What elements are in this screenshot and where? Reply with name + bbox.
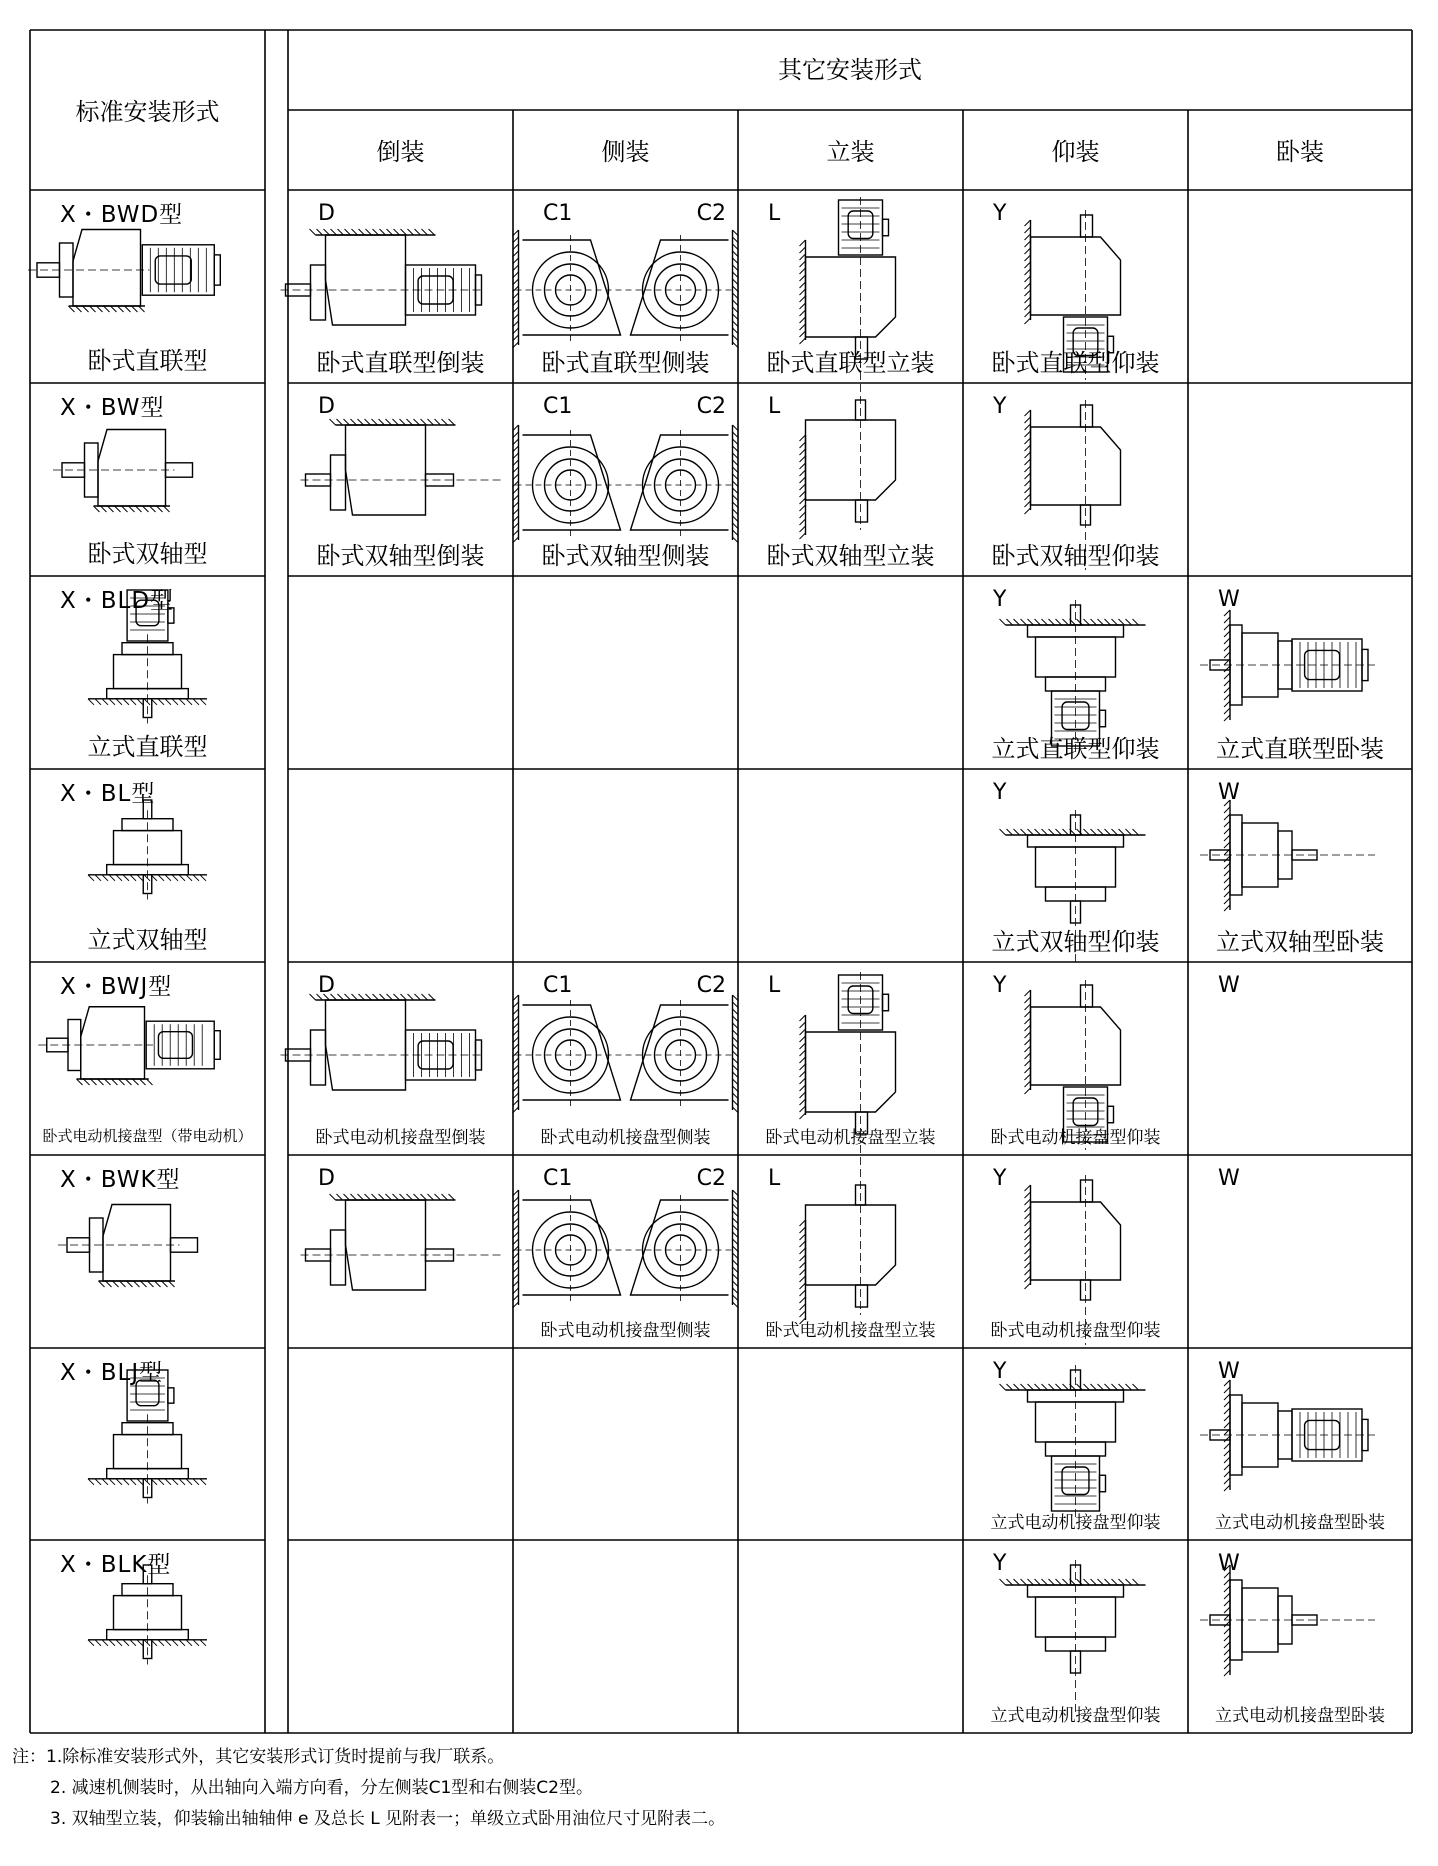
install-code: C1 <box>543 394 573 419</box>
standard-type-label: 卧式电动机接盘型（带电动机） <box>42 1127 253 1145</box>
standard-install-header: 标准安装形式 <box>75 98 220 126</box>
install-code: W <box>1218 1166 1240 1191</box>
install-type-label: 立式电动机接盘型卧装 <box>1215 1513 1385 1533</box>
install-code: C1 <box>543 973 573 998</box>
install-code: C1 <box>543 1166 573 1191</box>
install-type-label: 卧式电动机接盘型仰装 <box>990 1321 1161 1341</box>
install-type-label: 卧式直联型立装 <box>766 349 935 377</box>
install-code-right: C2 <box>696 1166 726 1191</box>
install-code: W <box>1218 1551 1240 1576</box>
install-code-right: C2 <box>696 394 726 419</box>
install-code: D <box>318 973 335 998</box>
model-name: X・BWD型 <box>60 202 184 228</box>
install-code: Y <box>993 1359 1007 1384</box>
standard-type-label: 立式直联型 <box>87 733 208 761</box>
install-code: L <box>768 201 781 226</box>
install-type-label: 卧式直联型倒装 <box>316 349 485 377</box>
install-type-label: 卧式电动机接盘型侧装 <box>540 1321 711 1341</box>
install-code-right: C2 <box>696 973 726 998</box>
install-code-right: C2 <box>696 201 726 226</box>
install-code: W <box>1218 1359 1240 1384</box>
install-type-label: 卧式直联型仰装 <box>991 349 1160 377</box>
install-type-label: 卧式双轴型倒装 <box>316 542 485 570</box>
diagram-layer <box>28 197 1375 1715</box>
standard-type-label: 卧式双轴型 <box>87 540 208 568</box>
install-code: Y <box>993 587 1007 612</box>
model-name: X・BLK型 <box>60 1552 172 1578</box>
standard-type-label: 卧式直联型 <box>87 347 208 375</box>
install-code: W <box>1218 973 1240 998</box>
install-type-label: 卧式电动机接盘型侧装 <box>540 1128 711 1148</box>
install-type-label: 立式直联型卧装 <box>1216 735 1384 763</box>
install-code: D <box>318 394 335 419</box>
table-grid <box>30 30 1412 1733</box>
install-code: L <box>768 1166 781 1191</box>
install-type-label: 立式电动机接盘型卧装 <box>1215 1706 1385 1726</box>
model-name: X・BWK型 <box>60 1167 181 1193</box>
install-type-label: 立式直联型仰装 <box>991 735 1160 763</box>
column-header-1: 倒装 <box>376 138 425 166</box>
model-name: X・BW型 <box>60 395 165 421</box>
install-code: Y <box>993 394 1007 419</box>
install-type-label: 卧式电动机接盘型倒装 <box>315 1128 486 1148</box>
install-code: Y <box>993 1551 1007 1576</box>
install-code: Y <box>993 201 1007 226</box>
install-code: Y <box>993 1166 1007 1191</box>
column-header-3: 立装 <box>826 138 875 166</box>
install-code: W <box>1218 587 1240 612</box>
note-2: 2. 减速机侧装时，从出轴向入端方向看，分左侧装C1型和右侧装C2型。 <box>50 1778 593 1798</box>
model-name: X・BLD型 <box>60 588 175 614</box>
install-type-label: 卧式电动机接盘型立装 <box>765 1321 936 1341</box>
install-code: W <box>1218 780 1240 805</box>
install-code: D <box>318 201 335 226</box>
column-header-5: 卧装 <box>1276 138 1324 166</box>
model-name: X・BWJ型 <box>60 974 173 1000</box>
install-code: L <box>768 394 781 419</box>
column-header-2: 侧装 <box>601 138 650 166</box>
install-type-label: 卧式双轴型立装 <box>766 542 935 570</box>
install-code: L <box>768 973 781 998</box>
note-3: 3. 双轴型立装，仰装输出轴轴伸 e 及总长 L 见附表一；单级立式卧用油位尺寸见附表二。 <box>50 1809 726 1829</box>
install-code: D <box>318 1166 335 1191</box>
install-type-label: 立式双轴型仰装 <box>991 928 1160 956</box>
other-install-header: 其它安装形式 <box>778 56 922 84</box>
install-type-label: 卧式电动机接盘型仰装 <box>990 1128 1161 1148</box>
install-type-label: 立式电动机接盘型仰装 <box>990 1513 1161 1533</box>
install-type-label: 立式电动机接盘型仰装 <box>990 1706 1161 1726</box>
install-type-label: 卧式双轴型仰装 <box>991 542 1160 570</box>
install-code: C1 <box>543 201 573 226</box>
note-1: 注：1.除标准安装形式外，其它安装形式订货时提前与我厂联系。 <box>12 1747 505 1767</box>
install-code: Y <box>993 780 1007 805</box>
column-header-4: 仰装 <box>1051 138 1100 166</box>
model-name: X・BL型 <box>60 781 156 807</box>
install-type-label: 立式双轴型卧装 <box>1216 928 1384 956</box>
text-layer <box>12 56 1385 1829</box>
install-type-label: 卧式电动机接盘型立装 <box>765 1128 936 1148</box>
install-type-label: 卧式双轴型侧装 <box>541 542 710 570</box>
install-type-label: 卧式直联型侧装 <box>541 349 710 377</box>
install-code: Y <box>993 973 1007 998</box>
model-name: X・BLJ型 <box>60 1360 164 1386</box>
standard-type-label: 立式双轴型 <box>87 926 208 954</box>
